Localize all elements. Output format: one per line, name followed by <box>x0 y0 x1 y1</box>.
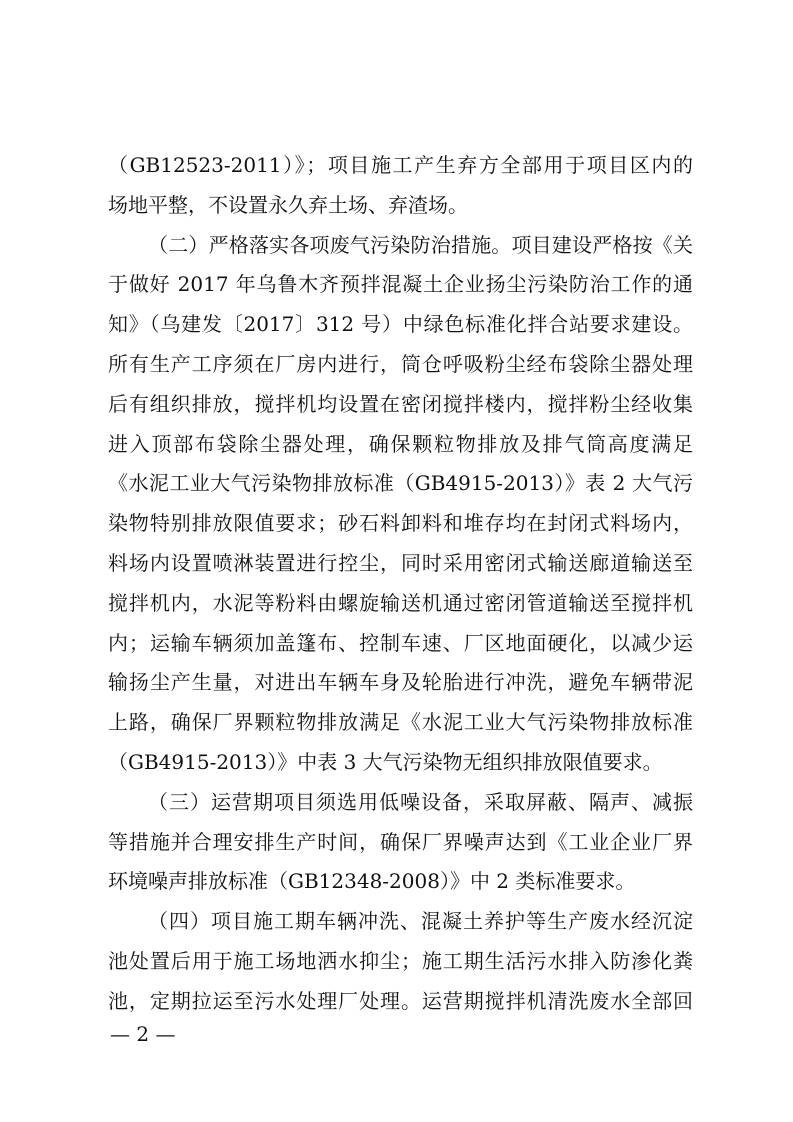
text-line: 池，定期拉运至污水处理厂处理。运营期搅拌机清洗废水全部回 <box>108 988 693 1013</box>
text-line: 上路，确保厂界颗粒物排放满足《水泥工业大气污染物排放标准 <box>108 710 693 735</box>
body-text <box>108 146 693 1022</box>
page-number: — 2 — <box>110 1022 176 1046</box>
text-line: （四）项目施工期车辆冲洗、混凝土养护等生产废水经沉淀 <box>148 909 693 934</box>
text-line: 内；运输车辆须加盖篷布、控制车速、厂区地面硬化，以减少运 <box>108 630 693 655</box>
text-line: 所有生产工序须在厂房内进行，筒仓呼吸粉尘经布袋除尘器处理 <box>108 351 693 376</box>
text-line: 后有组织排放，搅拌机均设置在密闭搅拌楼内，搅拌粉尘经收集 <box>108 391 693 416</box>
text-line: （三）运营期项目须选用低噪设备，采取屏蔽、隔声、减振 <box>148 789 693 814</box>
text-line: 场地平整，不设置永久弃土场、弃渣场。 <box>108 192 468 217</box>
text-line: 环境噪声排放标准（GB12348-2008）》中 2 类标准要求。 <box>108 869 636 894</box>
text-line: 于做好 2017 年乌鲁木齐预拌混凝土企业扬尘污染防治工作的通 <box>108 272 693 297</box>
text-line: 进入顶部布袋除尘器处理，确保颗粒物排放及排气筒高度满足 <box>108 431 693 456</box>
text-line: （二）严格落实各项废气污染防治措施。项目建设严格按《关 <box>148 232 693 257</box>
text-line: 搅拌机内，水泥等粉料由螺旋输送机通过密闭管道输送至搅拌机 <box>108 590 693 615</box>
text-line: 料场内设置喷淋装置进行控尘，同时采用密闭式输送廊道输送至 <box>108 550 693 575</box>
text-line: 《水泥工业大气污染物排放标准（GB4915-2013）》表 2 大气污 <box>108 471 693 496</box>
text-line: 染物特别排放限值要求；砂石料卸料和堆存均在封闭式料场内， <box>108 511 693 536</box>
text-line: 输扬尘产生量，对进出车辆车身及轮胎进行冲洗，避免车辆带泥 <box>108 670 693 695</box>
text-line: 池处置后用于施工场地洒水抑尘；施工期生活污水排入防渗化粪 <box>108 948 693 973</box>
text-line: （GB4915-2013）》中表 3 大气污染物无组织排放限值要求。 <box>108 749 663 774</box>
text-line: （GB12523-2011）》；项目施工产生弃方全部用于项目区内的 <box>108 153 693 177</box>
text-line: 等措施并合理安排生产时间，确保厂界噪声达到《工业企业厂界 <box>108 829 693 854</box>
text-line: 知》（乌建发〔2017〕312 号）中绿色标准化拌合站要求建设。 <box>108 312 693 337</box>
